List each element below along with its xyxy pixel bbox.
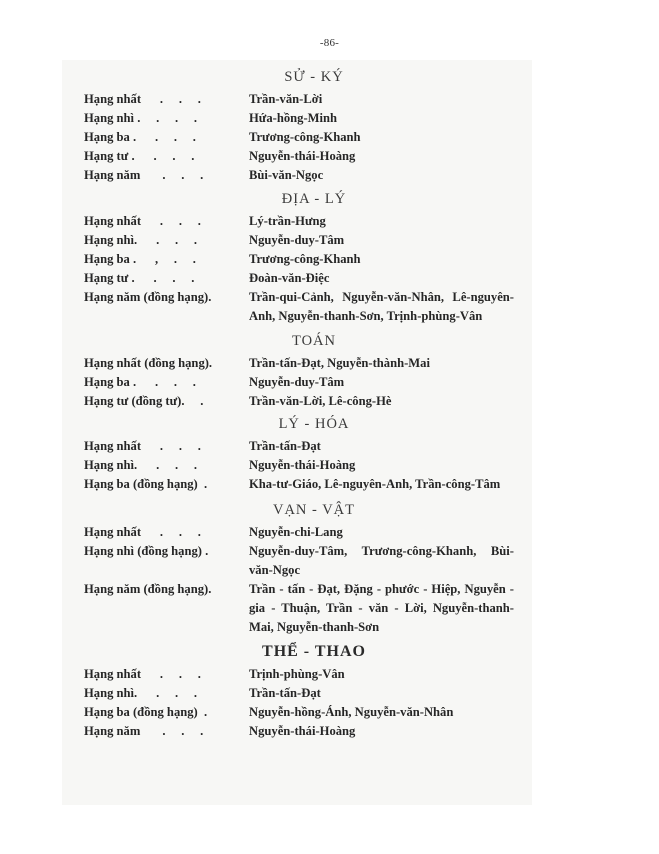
section-title: VẠN - VẬT xyxy=(272,502,356,518)
rank-row xyxy=(84,147,534,166)
rank-value: Trịnh-phùng-Vân xyxy=(249,667,345,681)
section-physics-chemistry xyxy=(84,411,534,494)
rank-label: Hạng tư . . . . xyxy=(84,149,195,163)
section-geography xyxy=(84,186,534,326)
rank-label: Hạng nhì. . . . xyxy=(84,458,198,472)
rank-value: Trần-tấn-Đạt xyxy=(249,439,321,453)
rank-row xyxy=(84,392,534,411)
rank-label: Hạng năm . . . xyxy=(84,724,204,738)
rank-label: Hạng ba . . . . xyxy=(84,375,196,389)
rank-row xyxy=(84,90,534,109)
rank-value: Nguyễn-duy-Tâm xyxy=(249,233,345,247)
rank-value: Nguyễn-thái-Hoàng xyxy=(249,149,356,163)
section-title: SỬ - KÝ xyxy=(284,69,344,85)
rank-label: Hạng nhì. . . . xyxy=(84,686,198,700)
rank-label: Hạng tư (đồng tư). . xyxy=(84,394,204,408)
rank-row xyxy=(84,166,534,185)
rank-row xyxy=(84,722,534,741)
section-title: ĐỊA - LÝ xyxy=(281,191,347,207)
rank-row xyxy=(84,109,534,128)
rank-label: Hạng năm (đồng hạng). xyxy=(84,582,212,596)
rank-label: Hạng nhất (đồng hạng). xyxy=(84,356,213,370)
section-natural-science xyxy=(84,497,534,637)
rank-value: Trương-công-Khanh xyxy=(249,252,361,266)
rank-row xyxy=(84,665,534,684)
rank-value: Nguyễn-duy-Tâm xyxy=(249,375,345,389)
section-math xyxy=(84,328,534,411)
rank-row xyxy=(84,250,534,269)
rank-value: Trần-qui-Cảnh, Nguyễn-văn-Nhân, Lê-nguyên-Anh, Nguyễn-thanh-Sơn, Trịnh-phùng-Vân xyxy=(249,290,514,323)
section-title: TOÁN xyxy=(291,333,336,349)
rank-value: Hứa-hồng-Minh xyxy=(249,111,338,125)
section-history xyxy=(84,64,534,185)
rank-row xyxy=(84,288,534,326)
rank-label: Hạng tư . . . . xyxy=(84,271,195,285)
rank-value: Trần - tấn - Đạt, Đặng - phước - Hiệp, Nguyễn - gia - Thuận, Trần - văn - Lời, Nguyễn-thanh-Mai, Nguyễn-thanh-Sơn xyxy=(249,582,514,634)
rank-row xyxy=(84,580,534,637)
rank-row xyxy=(84,231,534,250)
rank-label: Hạng năm (đồng hạng). xyxy=(84,290,212,304)
rank-label: Hạng nhì . . . . xyxy=(84,111,198,125)
rank-row xyxy=(84,354,534,373)
rank-row xyxy=(84,542,534,580)
rank-label: Hạng nhất . . . xyxy=(84,92,201,106)
rank-label: Hạng nhất . . . xyxy=(84,214,201,228)
section-sports xyxy=(84,639,534,741)
rank-value: Nguyễn-duy-Tâm, Trương-công-Khanh, Bùi-văn-Ngọc xyxy=(249,544,514,577)
rankings-document xyxy=(84,64,534,741)
page-number: -86- xyxy=(319,37,340,49)
rank-row xyxy=(84,475,534,494)
rank-value: Lý-trần-Hưng xyxy=(249,214,326,228)
rank-value: Trần-tấn-Đạt xyxy=(249,686,321,700)
section-title: THỂ - THAO xyxy=(262,643,366,660)
rank-label: Hạng nhất . . . xyxy=(84,525,201,539)
rank-label: Hạng nhì. . . . xyxy=(84,233,198,247)
rank-value: Trần-văn-Lời, Lê-công-Hè xyxy=(249,394,392,408)
rank-row xyxy=(84,212,534,231)
rank-value: Nguyễn-thái-Hoàng xyxy=(249,724,356,738)
rank-label: Hạng ba . , . . xyxy=(84,252,196,266)
rank-label: Hạng ba . . . . xyxy=(84,130,196,144)
rank-label: Hạng ba (đồng hạng) . xyxy=(84,705,208,719)
rank-row xyxy=(84,456,534,475)
rank-row xyxy=(84,703,534,722)
rank-value: Đoàn-văn-Điệc xyxy=(249,271,330,285)
rank-value: Nguyễn-chi-Lang xyxy=(249,525,343,539)
rank-row xyxy=(84,269,534,288)
rank-value: Nguyễn-hồng-Ánh, Nguyễn-văn-Nhân xyxy=(249,705,454,719)
rank-label: Hạng nhì (đồng hạng) . xyxy=(84,544,209,558)
rank-row xyxy=(84,128,534,147)
rank-label: Hạng nhất . . . xyxy=(84,439,201,453)
rank-row xyxy=(84,684,534,703)
rank-row xyxy=(84,437,534,456)
rank-value: Kha-tư-Giáo, Lê-nguyên-Anh, Trần-công-Tâm xyxy=(249,477,501,491)
rank-label: Hạng nhất . . . xyxy=(84,667,201,681)
section-title: LÝ - HÓA xyxy=(278,416,350,432)
rank-value: Trần-văn-Lời xyxy=(249,92,323,106)
rank-value: Bùi-văn-Ngọc xyxy=(249,168,324,182)
rank-value: Trương-công-Khanh xyxy=(249,130,361,144)
rank-value: Nguyễn-thái-Hoàng xyxy=(249,458,356,472)
rank-label: Hạng năm . . . xyxy=(84,168,204,182)
rank-row xyxy=(84,523,534,542)
rank-row xyxy=(84,373,534,392)
rank-label: Hạng ba (đồng hạng) . xyxy=(84,477,208,491)
rank-value: Trần-tấn-Đạt, Nguyễn-thành-Mai xyxy=(249,356,430,370)
